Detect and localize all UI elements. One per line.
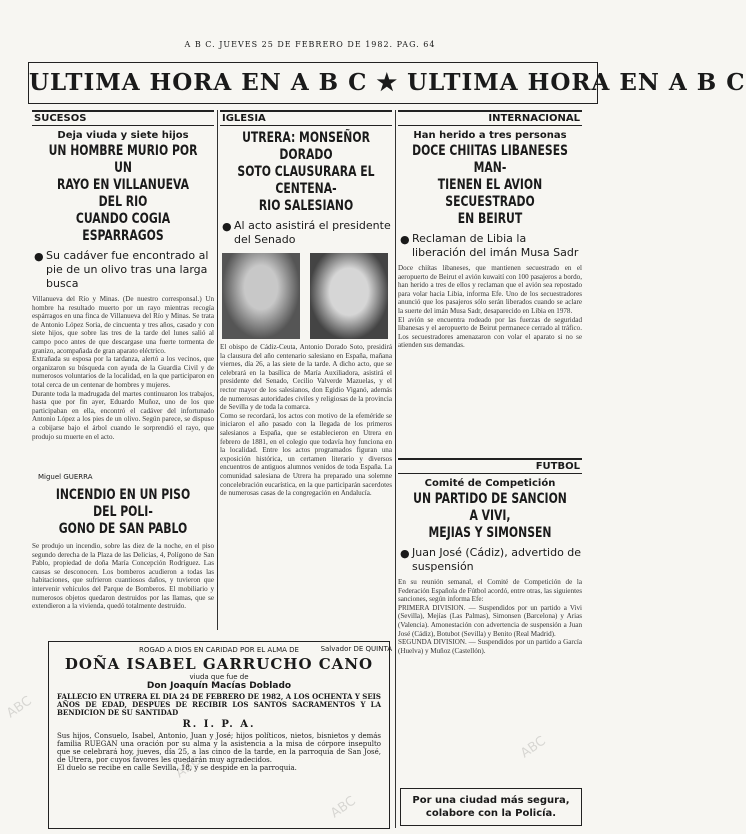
photo-row — [220, 251, 392, 343]
subhead-text: Juan José (Cádiz), advertido de suspensión — [412, 546, 582, 573]
column-iglesia — [220, 110, 392, 653]
signature: Salvador DE QUINTA — [320, 645, 392, 653]
subhead-text: Su cadáver fue encontrado al pie de un olivo tras una larga busca — [46, 249, 209, 290]
article-body-incendio: Se produjo un incendio, sobre las diez de la noche, en el piso segundo derecha de la Plaza de las Delicias, 4, Polígono de San Pablo, propiedad de doña María Concepción Rodríguez. Las causas se desconocen. Los bomberos acudieron a todas las habitaciones, que sufrieron cuantiosos daños, y tuvieron que intervenir vehículos del Parque de Bomberos. El mobiliario y numerosos objetos quedaron destruidos por las llamas, que se extendieron a la vivienda, quedó totalmente destruido. — [32, 542, 214, 611]
obituary-relation: viuda que fue de — [189, 673, 249, 681]
subhead-bullet — [398, 232, 582, 260]
portrait-photo-senate-president — [310, 253, 388, 339]
article-body: Villanueva del Río y Minas. (De nuestro corresponsal.) Un hombre ha resultado muerto por un rayo mientras recogía espárragos en una finca de Villanueva del Río y Minas. Se trata de Antonio López Soria, de cincuenta y tres años, casado y con siete hijos, que sobre las tres de la tarde del lunes salió al campo poco antes de que descargase una fuerte tormenta de granizo, acompañada de gran aparato eléctrico. Extrañada su esposa por la tardanza, alertó a los vecinos, que organizaron su búsqueda con ayuda de la Guardia Civil y de numerosos voluntarios de la localidad, en la que participaron en total cerca de un centenar de hombres y mujeres. Durante toda la madrugada del martes continuaron los trabajos, hasta que por fin ayer, Eduardo Muñoz, uno de los que participaban en ella, encontró el cadáver del infortunado Antonio López a los pies de un olivo. Según parece, se dispuso a cobijarse bajo el árbol cuando le sorprendió el rayo, que produjo su muerte en el acto. — [32, 295, 214, 441]
last-hour-banner: ULTIMA HORA EN A B C ★ ULTIMA HORA EN A B C — [28, 62, 598, 104]
column-rule — [395, 110, 396, 828]
column-sucesos — [32, 110, 214, 640]
kicker: Deja viuda y siete hijos — [57, 130, 189, 141]
headline-beirut: DOCE CHIITAS LIBANESES MAN- TIENEN EL AVION SECUESTRADO EN BEIRUT — [412, 143, 568, 227]
kicker-competicion: Comité de Competición — [424, 478, 556, 489]
article-body: Doce chiítas libaneses, que mantienen secuestrado en el aeropuerto de Beirut el avión kuwaití con 100 pasajeros a bordo, han herido a tres de ellos y reclaman que el avión sea repostado para volar hacia Libia, informa Efe. Uno de los secuestradores anunció que los pasajeros sólo serán liberados cuando se aclare la suerte del imán Musa Sadr, desaparecido en Libia en 1978. El avión se encuentra rodeado por las fuerzas de seguridad libanesas y el aeropuerto de Beirut permanece cerrado al tráfico. Los secuestradores amenazaron con volar el aparato si no se atienden sus demandas. — [398, 264, 582, 350]
obituary-body: Sus hijos, Consuelo, Isabel, Antonio, Juan y José; hijos políticos, nietos, bisnietos y demás familia RUEGAN una oración por su alma y la asistencia a la misa de córpore insepulto que se celebrará hoy, jueves, día 25, a las cinco de la tarde, en la parroquia de San José, de Utrera, por cuyos favores les quedarán muy agradecidos. El duelo se recibe en calle Sevilla, 18, y se despide en la parroquia. — [57, 732, 381, 772]
headline-rayo: UN HOMBRE MURIO POR UN RAYO EN VILLANUEVA DEL RIO CUANDO COGIA ESPARRAGOS — [48, 143, 198, 244]
running-head: A B C. JUEVES 25 DE FEBRERO DE 1982. PAG. 64 — [184, 40, 436, 49]
obituary-box — [48, 641, 390, 829]
article-body-futbol: En su reunión semanal, el Comité de Competición de la Federación Española de Fútbol acordó, entre otras, las siguientes sanciones, según informa Efe: PRIMERA DIVISION. — Suspendidos por un partido a Vivi (Sevilla), Mejías (Las Palmas), Simonsen (Barcelona) y Arias (Valencia). Amonestación con advertencia de suspensión a Juan José (Cádiz), Botubot (Sevilla) y Benito (Real Madrid). SEGUNDA DIVISION. — Suspendidos por un partido a García (Huelva) y Muñoz (Castellón). — [398, 578, 582, 655]
column-rule — [217, 110, 218, 630]
section-label-futbol: FUTBOL — [398, 458, 582, 474]
obituary-death-notice: FALLECIO EN UTRERA EL DIA 24 DE FEBRERO DE 1982, A LOS OCHENTA Y SEIS AÑOS DE EDAD, DESPUES DE RECIBIR LOS SANTOS SACRAMENTOS Y LA BENDICION DE SU SANTIDAD — [57, 692, 381, 717]
obituary-husband: Don Joaquín Macías Doblado — [146, 681, 292, 691]
watermark-icon: ABC — [173, 753, 204, 782]
subhead-text: Reclaman de Libia la liberación del imán Musa Sadr — [412, 232, 579, 259]
obituary-ripa: R. I. P. A. — [182, 719, 256, 730]
headline-incendio: INCENDIO EN UN PISO DEL POLI- GONO DE SAN PABLO — [55, 487, 191, 537]
kicker: Han herido a tres personas — [413, 130, 567, 141]
section-label-sucesos: SUCESOS — [32, 110, 214, 126]
police-campaign-box: Por una ciudad más segura, colabore con la Policía. — [400, 788, 582, 826]
headline-utrera: UTRERA: MONSEÑOR DORADO SOTO CLAUSURARA EL CENTENA- RIO SALESIANO — [237, 130, 375, 214]
headline-sancion: UN PARTIDO DE SANCION A VIVI, MEJIAS Y SIMONSEN — [413, 491, 567, 541]
watermark-icon: ABC — [518, 733, 549, 762]
obituary-name: DOÑA ISABEL GARRUCHO CANO — [64, 655, 374, 673]
subhead-bullet-futbol — [398, 546, 582, 574]
byline: Miguel GUERRA — [38, 473, 93, 481]
column-internacional — [398, 110, 582, 790]
watermark-icon: ABC — [4, 693, 35, 722]
watermark-icon: ABC — [328, 793, 359, 822]
bullet-icon: ● — [400, 233, 410, 246]
subhead-bullet — [220, 219, 392, 247]
section-label-internacional: INTERNACIONAL — [398, 110, 582, 126]
article-body: El obispo de Cádiz-Ceuta, Antonio Dorado Soto, presidirá la clausura del año centenario salesiano en España, mañana viernes, día 26, a las siete de la tarde. A dicho acto, que se celebrará en la basílica de María Auxiliadora, asistirá el presidente del Senado, Cecilio Valverde Mazuelas, y el rector mayor de los salesianos, don Egidio Viganó, además de numerosas autoridades civiles y religiosas de la provincia de Sevilla y de toda la comarca. Como se recordará, los actos con motivo de la efeméride se iniciaron el año pasado con la llegada de los primeros salesianos a España, que se establecieron en Utrera en febrero de 1881, en el colegio que todavía hoy funciona en la localidad. Entre los actos programados figuran una exposición histórica, un certamen literario y diversos encuentros de antiguos alumnos venidos de toda España. La comunidad salesiana de Utrera ha preparado una solemne concelebración eucarística, en la que participarán sacerdotes de numerosas casas de la congregación en Andalucía. — [220, 343, 392, 498]
bullet-icon: ● — [222, 220, 232, 233]
portrait-photo-bishop — [222, 253, 300, 339]
bullet-icon: ● — [34, 250, 44, 263]
bullet-icon: ● — [400, 547, 410, 560]
subhead-text: Al acto asistirá el presidente del Senado — [234, 219, 391, 246]
obituary-intro: ROGAD A DIOS EN CARIDAD POR EL ALMA DE — [139, 646, 299, 654]
subhead-bullet — [32, 249, 214, 291]
section-label-iglesia: IGLESIA — [220, 110, 392, 126]
